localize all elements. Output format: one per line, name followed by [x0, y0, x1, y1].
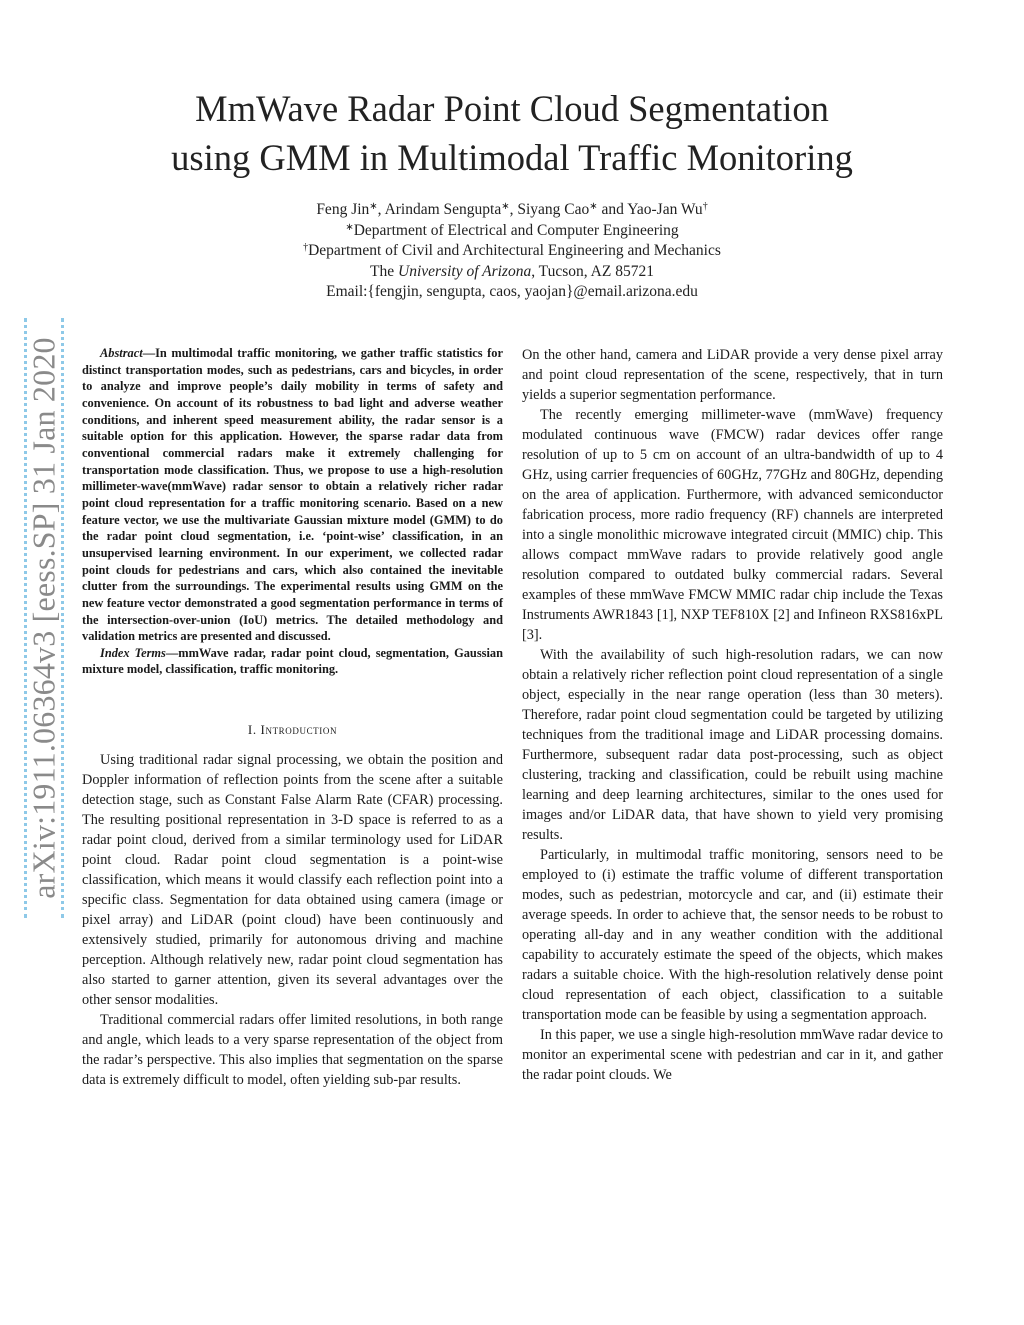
abstract	[82, 345, 503, 645]
author-emails: Email:{fengjin, sengupta, caos, yaojan}@email.arizona.edu	[326, 283, 698, 300]
university-name: University of Arizona	[398, 262, 532, 280]
author-yao-jan-wu: and Yao-Jan Wu	[597, 201, 703, 218]
affiliation-civil: †Department of Civil and Architectural Engineering and Mechanics	[303, 242, 721, 259]
index-terms	[82, 645, 503, 678]
section-heading-introduction	[82, 722, 503, 738]
paper-title	[80, 84, 944, 182]
star-mark: ∗	[369, 201, 378, 212]
paragraph: On the other hand, camera and LiDAR provide a very dense pixel array and point cloud representation of the scene, respectively, that in turn yields a superior segmentation performance.	[522, 347, 943, 403]
paragraph: With the availability of such high-resolution radars, we can now obtain a relatively richer reflection point cloud representation of a single object, especially in the near range operation (less than 30 meters). Therefore, radar point cloud segmentation could be targeted by utilizing techniques from the traditional image and LiDAR processing domains. Furthermore, subsequent radar data post-processing, such as object clustering, tracking and classification, could be rebuilt using machine learning and deep learning architectures, similar to the ones used for images and/or LiDAR data, that have shown to yield very promising results.	[522, 647, 943, 843]
paragraph: Traditional commercial radars offer limited resolutions, in both range and angle, which leads to a very sparse representation of the object from the radar’s perspective. This also implies that segmentation on the sparse data is extremely difficult to model, often yielding sub-par results.	[82, 1012, 503, 1089]
paragraph: In this paper, we use a single high-resolution mmWave radar device to monitor an experimental scene with pedestrian and car in it, and gather the radar point clouds. We	[522, 1027, 943, 1083]
paragraph: The recently emerging millimeter-wave (mmWave) frequency modulated continuous wave (FMCW) radar devices offer range resolution of up to 5 cm on account of an ultra-bandwidth of up to 4 GHz, using carrier frequencies of 60GHz, 77GHz and 80GHz, depending on the area of application. Furthermore, with advanced semiconductor fabrication process, more radio frequency (RF) channels are interpreted into a single monolithic microwave integrated circuit (MMIC) chip. This allows compact mmWave radars to provide relatively good angle resolution compared to outdated bulky commercial radars. Several examples of these mmWave FMCW MMIC radar chip include the Texas Instruments AWR1843 [1], NXP TEF810X [2] and Infineon RXS816xPL [3].	[522, 407, 943, 643]
dagger-mark: †	[702, 201, 708, 212]
star-mark: ∗	[501, 201, 510, 212]
left-column	[82, 345, 503, 1090]
title-line-2: using GMM in Multimodal Traffic Monitoring	[171, 137, 853, 178]
section-numeral: I.	[247, 722, 261, 738]
paragraph: Using traditional radar signal processing, we obtain the position and Doppler information of reflection points from the scene after a suitable detection stage, such as Constant False Alarm Rate (CFAR) processing. The resulting positional representation in 3-D space is referred to as a radar point cloud, derived from a similar terminology used for LiDAR point cloud. Radar point cloud segmentation is a point-wise classification, which means it would classify each reflection point into a specific class. Segmentation for data obtained using camera (image or pixel array) and LiDAR (point cloud) have been continuously and extensively studied, primarily for autonomous driving and machine perception. Although relatively new, radar point cloud segmentation has also started to garner attention, given its several advantages over the other sensor modalities.	[82, 752, 503, 1009]
title-line-1: MmWave Radar Point Cloud Segmentation	[195, 88, 829, 129]
right-column	[522, 345, 943, 1085]
dagger-mark: †	[303, 242, 309, 253]
author-block	[100, 200, 924, 303]
author-feng-jin: Feng Jin	[316, 201, 370, 218]
affiliation-university: The University of Arizona, Tucson, AZ 85721	[370, 262, 654, 280]
star-mark: ∗	[589, 201, 598, 212]
author-siyang-cao: , Siyang Cao	[509, 201, 590, 218]
index-terms-label: Index Terms	[100, 645, 166, 660]
arxiv-identifier-strip	[24, 318, 64, 918]
section-name: Introduction	[260, 722, 338, 738]
arxiv-identifier: arXiv:1911.06364v3 [eess.SP] 31 Jan 2020	[25, 337, 62, 899]
author-line	[100, 200, 924, 221]
abstract-label: Abstract	[100, 346, 143, 360]
affiliation-ece: ∗Department of Electrical and Computer Engineering	[345, 221, 679, 239]
star-mark: ∗	[345, 221, 354, 233]
author-arindam-sengupta: , Arindam Sengupta	[377, 201, 502, 218]
paragraph: Particularly, in multimodal traffic monitoring, sensors need to be employed to (i) estimate the traffic volume of different transportation modes, such as pedestrian, motorcycle and car, and (ii) estimate their average speeds. In order to achieve that, the sensor needs to be robust to operating all-day and in any weather condition with the additional capability to accurately estimate the speed of the objects, which makes radars a suitable choice. With the high-resolution relatively dense point cloud representation of each object, classification to a suitable transportation mode can be feasible by using a segmentation approach.	[522, 847, 943, 1023]
abstract-text: —In multimodal traffic monitoring, we gather traffic statistics for distinct transportation modes, such as pedestrians, cars and bicycles, in order to analyze and improve people’s daily mobility in terms of safety and convenience. On account of its robustness to bad light and adverse weather conditions, and inherent speed measurement ability, the radar sensor is a suitable option for this application. However, the sparse radar data from conventional commercial radars make it extremely challenging for transportation mode classification. Thus, we propose to use a high-resolution millimeter-wave(mmWave) radar sensor to obtain a relatively richer radar point cloud representation for a traffic monitoring scenario. Based on a new feature vector, we use the multivariate Gaussian mixture model (GMM) to do the radar point cloud segmentation, i.e. ‘point-wise’ classification, in an unsupervised learning environment. In our experiment, we collected radar point clouds for pedestrians and cars, which also contained the inevitable clutter from the surroundings. The experimental results using GMM on the new feature vector demonstrated a good segmentation performance in terms of the intersection-over-union (IoU) metrics. The detailed methodology and validation metrics are presented and discussed.	[82, 346, 503, 644]
index-terms-text: —mmWave radar, radar point cloud, segmentation, Gaussian mixture model, classification, traffic monitoring.	[82, 645, 503, 677]
